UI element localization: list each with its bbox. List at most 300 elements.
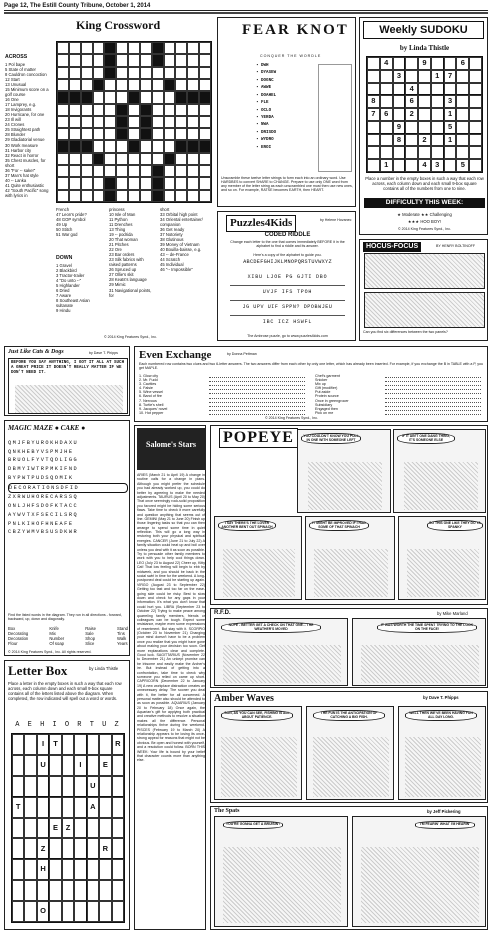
letter-box-cell[interactable] bbox=[112, 755, 124, 776]
letter-box-cell[interactable] bbox=[24, 734, 36, 755]
sudoku-cell[interactable] bbox=[469, 70, 482, 83]
letter-box-cell[interactable] bbox=[12, 901, 24, 922]
letter-box-cell[interactable] bbox=[112, 901, 124, 922]
crossword-cell[interactable] bbox=[152, 42, 164, 54]
sudoku-cell[interactable] bbox=[393, 146, 406, 159]
crossword-cell[interactable] bbox=[175, 67, 187, 79]
letter-box-cell[interactable] bbox=[12, 755, 24, 776]
crossword-cell[interactable] bbox=[116, 54, 128, 66]
crossword-cell[interactable] bbox=[116, 91, 128, 103]
crossword-cell[interactable] bbox=[164, 104, 176, 116]
letter-box-cell[interactable] bbox=[87, 755, 99, 776]
crossword-cell[interactable] bbox=[69, 177, 81, 189]
crossword-cell[interactable] bbox=[104, 116, 116, 128]
letter-box-cell[interactable] bbox=[24, 776, 36, 797]
letter-box-cell[interactable] bbox=[112, 797, 124, 818]
letter-box-cell[interactable] bbox=[62, 838, 74, 859]
crossword-cell[interactable] bbox=[116, 67, 128, 79]
crossword-cell[interactable] bbox=[57, 140, 69, 152]
letter-box-cell[interactable] bbox=[112, 859, 124, 880]
letter-box-cell[interactable] bbox=[49, 859, 61, 880]
crossword-cell[interactable] bbox=[199, 79, 211, 91]
crossword-cell[interactable] bbox=[57, 128, 69, 140]
crossword-cell[interactable] bbox=[93, 79, 105, 91]
crossword-cell[interactable] bbox=[140, 153, 152, 165]
crossword-cell[interactable] bbox=[152, 116, 164, 128]
crossword-cell[interactable] bbox=[69, 165, 81, 177]
sudoku-cell[interactable] bbox=[444, 159, 457, 172]
sudoku-cell[interactable] bbox=[405, 159, 418, 172]
letter-box-cell[interactable] bbox=[24, 838, 36, 859]
crossword-cell[interactable] bbox=[81, 54, 93, 66]
letter-box-cell[interactable] bbox=[62, 880, 74, 901]
letter-box-cell[interactable] bbox=[74, 734, 86, 755]
crossword-cell[interactable] bbox=[81, 79, 93, 91]
crossword-cell[interactable] bbox=[69, 54, 81, 66]
letter-box-cell[interactable] bbox=[112, 838, 124, 859]
letter-box-cell[interactable] bbox=[37, 818, 49, 839]
letter-box-cell[interactable] bbox=[49, 838, 61, 859]
letter-box-cell[interactable] bbox=[99, 776, 111, 797]
crossword-cell[interactable] bbox=[104, 67, 116, 79]
sudoku-cell[interactable] bbox=[380, 134, 393, 147]
crossword-cell[interactable] bbox=[187, 42, 199, 54]
letter-box-cell[interactable] bbox=[87, 901, 99, 922]
even-exchange-clue: Put aside bbox=[315, 390, 331, 395]
crossword-cell[interactable] bbox=[175, 42, 187, 54]
crossword-cell[interactable] bbox=[93, 153, 105, 165]
crossword-cell[interactable] bbox=[69, 67, 81, 79]
crossword-cell[interactable] bbox=[152, 54, 164, 66]
letter-box-cell[interactable] bbox=[24, 901, 36, 922]
crossword-cell[interactable] bbox=[164, 165, 176, 177]
crossword-cell[interactable] bbox=[93, 165, 105, 177]
crossword-cell[interactable] bbox=[116, 165, 128, 177]
letter-box-cell[interactable] bbox=[99, 734, 111, 755]
crossword-cell[interactable] bbox=[104, 42, 116, 54]
crossword-cell[interactable] bbox=[187, 190, 199, 202]
crossword-cell[interactable] bbox=[175, 91, 187, 103]
crossword-cell[interactable] bbox=[128, 165, 140, 177]
crossword-cell[interactable] bbox=[128, 67, 140, 79]
letter-box-cell[interactable] bbox=[74, 859, 86, 880]
sudoku-cell[interactable] bbox=[469, 134, 482, 147]
crossword-cell[interactable] bbox=[69, 91, 81, 103]
crossword-cell[interactable] bbox=[128, 140, 140, 152]
crossword-cell[interactable] bbox=[57, 91, 69, 103]
crossword-cell[interactable] bbox=[199, 104, 211, 116]
sudoku-cell[interactable] bbox=[431, 95, 444, 108]
crossword-cell[interactable] bbox=[140, 79, 152, 91]
crossword-cell[interactable] bbox=[187, 177, 199, 189]
crossword-cell[interactable] bbox=[69, 79, 81, 91]
letter-box-cell[interactable] bbox=[87, 838, 99, 859]
sudoku-cell[interactable] bbox=[469, 95, 482, 108]
letter-box-cell[interactable] bbox=[62, 755, 74, 776]
crossword-cell[interactable] bbox=[164, 140, 176, 152]
sudoku-cell[interactable] bbox=[367, 83, 380, 96]
crossword-cell[interactable] bbox=[128, 190, 140, 202]
even-exchange-clue: 7. Nervous bbox=[139, 398, 157, 403]
crossword-cell[interactable] bbox=[69, 42, 81, 54]
sudoku-cell[interactable] bbox=[405, 121, 418, 134]
sudoku-cell[interactable] bbox=[367, 146, 380, 159]
crossword-cell[interactable] bbox=[140, 165, 152, 177]
letter-box-cell[interactable] bbox=[24, 797, 36, 818]
crossword-cell[interactable] bbox=[81, 116, 93, 128]
letter-box-cell[interactable] bbox=[99, 818, 111, 839]
crossword-cell[interactable] bbox=[57, 67, 69, 79]
crossword-cell[interactable] bbox=[152, 79, 164, 91]
crossword-cell[interactable] bbox=[152, 91, 164, 103]
crossword-cell[interactable] bbox=[187, 91, 199, 103]
crossword-cell[interactable] bbox=[57, 153, 69, 165]
sudoku-cell[interactable] bbox=[444, 146, 457, 159]
crossword-cell[interactable] bbox=[93, 42, 105, 54]
crossword-cell[interactable] bbox=[175, 177, 187, 189]
letter-box-cell[interactable] bbox=[87, 859, 99, 880]
letter-box-cell[interactable] bbox=[37, 797, 49, 818]
letter-box-cell[interactable] bbox=[49, 776, 61, 797]
sudoku-cell[interactable] bbox=[380, 146, 393, 159]
letter-box-cell[interactable] bbox=[74, 818, 86, 839]
crossword-cell[interactable] bbox=[128, 128, 140, 140]
crossword-cell[interactable] bbox=[152, 153, 164, 165]
sudoku-cell[interactable] bbox=[456, 121, 469, 134]
crossword-cell[interactable] bbox=[93, 104, 105, 116]
crossword-cell[interactable] bbox=[104, 165, 116, 177]
crossword-cell[interactable] bbox=[81, 91, 93, 103]
crossword-cell[interactable] bbox=[140, 140, 152, 152]
crossword-cell[interactable] bbox=[187, 165, 199, 177]
letter-box-cell[interactable] bbox=[74, 880, 86, 901]
sudoku-cell[interactable] bbox=[456, 108, 469, 121]
sudoku-cell[interactable] bbox=[418, 121, 431, 134]
crossword-cell[interactable] bbox=[128, 54, 140, 66]
sudoku-cell[interactable] bbox=[456, 95, 469, 108]
sudoku-cell[interactable] bbox=[431, 83, 444, 96]
letter-box-cell[interactable] bbox=[62, 859, 74, 880]
crossword-cell[interactable] bbox=[57, 54, 69, 66]
crossword-cell[interactable] bbox=[152, 104, 164, 116]
sudoku-cell[interactable] bbox=[380, 121, 393, 134]
crossword-cell[interactable] bbox=[187, 67, 199, 79]
crossword-cell[interactable] bbox=[187, 79, 199, 91]
crossword-cell[interactable] bbox=[164, 67, 176, 79]
crossword-cell[interactable] bbox=[81, 153, 93, 165]
sudoku-cell[interactable] bbox=[431, 57, 444, 70]
letter-box-cell[interactable] bbox=[24, 880, 36, 901]
letter-box-cell[interactable] bbox=[24, 859, 36, 880]
crossword-cell[interactable] bbox=[199, 128, 211, 140]
crossword-cell[interactable] bbox=[128, 177, 140, 189]
crossword-cell[interactable] bbox=[175, 128, 187, 140]
crossword-cell[interactable] bbox=[199, 116, 211, 128]
letter-box-cell[interactable] bbox=[37, 776, 49, 797]
sudoku-cell[interactable] bbox=[393, 83, 406, 96]
crossword-cell[interactable] bbox=[93, 91, 105, 103]
sudoku-cell[interactable] bbox=[444, 83, 457, 96]
sudoku-cell[interactable] bbox=[380, 95, 393, 108]
crossword-cell[interactable] bbox=[128, 91, 140, 103]
crossword-cell[interactable] bbox=[116, 177, 128, 189]
crossword-cell[interactable] bbox=[164, 54, 176, 66]
sudoku-cell[interactable] bbox=[393, 57, 406, 70]
crossword-cell[interactable] bbox=[93, 177, 105, 189]
crossword-cell[interactable] bbox=[69, 104, 81, 116]
crossword-cell[interactable] bbox=[128, 79, 140, 91]
crossword-cell[interactable] bbox=[81, 190, 93, 202]
crossword-cell[interactable] bbox=[187, 153, 199, 165]
crossword-cell[interactable] bbox=[175, 153, 187, 165]
crossword-cell[interactable] bbox=[57, 104, 69, 116]
crossword-cell[interactable] bbox=[128, 42, 140, 54]
crossword-cell[interactable] bbox=[81, 104, 93, 116]
crossword-cell[interactable] bbox=[199, 140, 211, 152]
crossword-cell[interactable] bbox=[140, 104, 152, 116]
crossword-cell[interactable] bbox=[69, 116, 81, 128]
crossword-cell[interactable] bbox=[104, 177, 116, 189]
crossword-cell[interactable] bbox=[128, 153, 140, 165]
letter-box-cell[interactable] bbox=[112, 818, 124, 839]
crossword-cell[interactable] bbox=[57, 190, 69, 202]
crossword-cell[interactable] bbox=[140, 190, 152, 202]
sudoku-cell[interactable] bbox=[469, 108, 482, 121]
sudoku-cell[interactable] bbox=[431, 108, 444, 121]
sudoku-cell[interactable] bbox=[405, 134, 418, 147]
crossword-cell[interactable] bbox=[164, 128, 176, 140]
sudoku-cell[interactable] bbox=[367, 121, 380, 134]
letter-box-cell[interactable] bbox=[87, 880, 99, 901]
letter-box-cell[interactable] bbox=[99, 859, 111, 880]
crossword-cell[interactable] bbox=[199, 177, 211, 189]
crossword-cell[interactable] bbox=[164, 177, 176, 189]
crossword-cell[interactable] bbox=[187, 104, 199, 116]
sudoku-cell[interactable] bbox=[380, 70, 393, 83]
crossword-cell[interactable] bbox=[152, 140, 164, 152]
sudoku-cell[interactable] bbox=[405, 146, 418, 159]
crossword-cell[interactable] bbox=[187, 128, 199, 140]
letter-box-cell[interactable] bbox=[87, 734, 99, 755]
crossword-cell[interactable] bbox=[104, 153, 116, 165]
salome-title: Salome's Stars bbox=[146, 440, 196, 449]
popeye-panel-2 bbox=[393, 429, 486, 513]
crossword-cell[interactable] bbox=[116, 153, 128, 165]
letter-box-cell[interactable] bbox=[49, 755, 61, 776]
sudoku-cell[interactable] bbox=[456, 134, 469, 147]
sudoku-cell[interactable] bbox=[418, 108, 431, 121]
crossword-cell[interactable] bbox=[104, 190, 116, 202]
letter-box-cell[interactable] bbox=[62, 901, 74, 922]
letter-box-cell[interactable] bbox=[74, 901, 86, 922]
sudoku-cell[interactable] bbox=[367, 159, 380, 172]
crossword-cell[interactable] bbox=[140, 128, 152, 140]
crossword-cell[interactable] bbox=[81, 165, 93, 177]
crossword-cell[interactable] bbox=[175, 190, 187, 202]
crossword-cell[interactable] bbox=[104, 54, 116, 66]
crossword-cell[interactable] bbox=[104, 104, 116, 116]
sudoku-cell[interactable] bbox=[469, 159, 482, 172]
crossword-cell[interactable] bbox=[81, 177, 93, 189]
crossword-cell[interactable] bbox=[140, 116, 152, 128]
letter-box-cell[interactable] bbox=[24, 818, 36, 839]
crossword-cell[interactable] bbox=[104, 128, 116, 140]
sudoku-cell[interactable] bbox=[405, 57, 418, 70]
letter-box-cell[interactable] bbox=[62, 734, 74, 755]
crossword-cell[interactable] bbox=[81, 128, 93, 140]
crossword-cell[interactable] bbox=[187, 140, 199, 152]
crossword-cell[interactable] bbox=[164, 116, 176, 128]
letter-box-cell[interactable] bbox=[12, 838, 24, 859]
crossword-cell[interactable] bbox=[104, 79, 116, 91]
letter-box-cell[interactable] bbox=[49, 901, 61, 922]
sudoku-cell[interactable] bbox=[456, 146, 469, 159]
letter-box-cell[interactable] bbox=[12, 776, 24, 797]
crossword-cell[interactable] bbox=[128, 116, 140, 128]
crossword-cell[interactable] bbox=[81, 140, 93, 152]
crossword-cell[interactable] bbox=[140, 54, 152, 66]
sudoku-cell[interactable] bbox=[469, 83, 482, 96]
crossword-cell[interactable] bbox=[152, 165, 164, 177]
crossword-cell[interactable] bbox=[116, 128, 128, 140]
letter-box-cell[interactable] bbox=[24, 755, 36, 776]
crossword-cell[interactable] bbox=[57, 165, 69, 177]
sudoku-cell[interactable] bbox=[393, 159, 406, 172]
crossword-cell[interactable] bbox=[164, 91, 176, 103]
crossword-cell[interactable] bbox=[164, 42, 176, 54]
sudoku-cell[interactable] bbox=[456, 70, 469, 83]
crossword-cell[interactable] bbox=[187, 116, 199, 128]
crossword-cell[interactable] bbox=[69, 128, 81, 140]
sudoku-cell[interactable] bbox=[380, 83, 393, 96]
sudoku-cell[interactable] bbox=[367, 134, 380, 147]
crossword-cell[interactable] bbox=[93, 116, 105, 128]
letter-box-cell[interactable] bbox=[99, 797, 111, 818]
crossword-cell[interactable] bbox=[116, 140, 128, 152]
letter-box-cell[interactable] bbox=[12, 818, 24, 839]
letter-box-cell[interactable] bbox=[62, 797, 74, 818]
crossword-cell[interactable] bbox=[175, 140, 187, 152]
crossword-cell[interactable] bbox=[93, 140, 105, 152]
crossword-cell[interactable] bbox=[116, 116, 128, 128]
crossword-cell[interactable] bbox=[175, 165, 187, 177]
crossword-cell[interactable] bbox=[104, 140, 116, 152]
crossword-cell[interactable] bbox=[152, 190, 164, 202]
crossword-cell[interactable] bbox=[175, 54, 187, 66]
sudoku-cell[interactable] bbox=[405, 70, 418, 83]
letter-box-cell[interactable] bbox=[112, 880, 124, 901]
sudoku-cell[interactable] bbox=[469, 57, 482, 70]
crossword-cell[interactable] bbox=[57, 177, 69, 189]
sudoku-cell[interactable] bbox=[418, 95, 431, 108]
crossword-cell[interactable] bbox=[57, 79, 69, 91]
crossword-cell[interactable] bbox=[164, 153, 176, 165]
letter-box-cell[interactable] bbox=[74, 776, 86, 797]
letter-box-cell[interactable] bbox=[12, 734, 24, 755]
crossword-cell[interactable] bbox=[164, 190, 176, 202]
letter-box-cell[interactable] bbox=[87, 818, 99, 839]
sudoku-cell[interactable] bbox=[418, 83, 431, 96]
crossword-cell[interactable] bbox=[81, 67, 93, 79]
even-exchange-blanks[interactable] bbox=[209, 411, 305, 415]
crossword-cell[interactable] bbox=[93, 190, 105, 202]
crossword-cell[interactable] bbox=[104, 91, 116, 103]
letter-box-cell[interactable] bbox=[12, 880, 24, 901]
sudoku-cell[interactable] bbox=[431, 146, 444, 159]
crossword-cell[interactable] bbox=[69, 190, 81, 202]
crossword-cell[interactable] bbox=[128, 104, 140, 116]
crossword-cell[interactable] bbox=[140, 91, 152, 103]
crossword-cell[interactable] bbox=[164, 79, 176, 91]
sudoku-cell[interactable] bbox=[393, 108, 406, 121]
crossword-cell[interactable] bbox=[152, 177, 164, 189]
sudoku-cell[interactable] bbox=[431, 121, 444, 134]
crossword-cell[interactable] bbox=[116, 190, 128, 202]
even-exchange-blanks[interactable] bbox=[385, 411, 481, 415]
letter-box-cell[interactable] bbox=[49, 797, 61, 818]
sudoku-cell[interactable] bbox=[418, 70, 431, 83]
sudoku-cell[interactable] bbox=[367, 57, 380, 70]
sudoku-cell[interactable] bbox=[431, 134, 444, 147]
crossword-cell[interactable] bbox=[199, 67, 211, 79]
letter-box-cell[interactable] bbox=[112, 776, 124, 797]
crossword-cell[interactable] bbox=[57, 42, 69, 54]
crossword-cell[interactable] bbox=[81, 42, 93, 54]
crossword-cell[interactable] bbox=[140, 67, 152, 79]
crossword-cell[interactable] bbox=[116, 42, 128, 54]
sudoku-cell[interactable] bbox=[469, 121, 482, 134]
crossword-cell[interactable] bbox=[93, 67, 105, 79]
letter-box-cell[interactable] bbox=[74, 838, 86, 859]
crossword-cell[interactable] bbox=[93, 54, 105, 66]
letter-box-cell[interactable] bbox=[12, 859, 24, 880]
crossword-cell[interactable] bbox=[187, 54, 199, 66]
sudoku-cell[interactable] bbox=[418, 146, 431, 159]
crossword-cell[interactable] bbox=[69, 153, 81, 165]
crossword-cell[interactable] bbox=[152, 128, 164, 140]
crossword-cell[interactable] bbox=[140, 42, 152, 54]
crossword-cell[interactable] bbox=[93, 128, 105, 140]
crossword-cell[interactable] bbox=[175, 79, 187, 91]
crossword-cell[interactable] bbox=[199, 42, 211, 54]
letter-box-letters: A E H I O R T U Z bbox=[15, 721, 121, 729]
crossword-cell[interactable] bbox=[175, 104, 187, 116]
sudoku-cell[interactable] bbox=[444, 57, 457, 70]
letter-box-cell[interactable] bbox=[99, 901, 111, 922]
crossword-cell[interactable] bbox=[199, 54, 211, 66]
crossword-cell[interactable] bbox=[199, 165, 211, 177]
crossword-cell[interactable] bbox=[199, 153, 211, 165]
crossword-cell[interactable] bbox=[116, 104, 128, 116]
crossword-cell[interactable] bbox=[116, 79, 128, 91]
crossword-cell[interactable] bbox=[199, 91, 211, 103]
letter-box-cell[interactable] bbox=[37, 880, 49, 901]
crossword-cell[interactable] bbox=[175, 116, 187, 128]
crossword-cell[interactable] bbox=[199, 190, 211, 202]
crossword-cell[interactable] bbox=[152, 67, 164, 79]
letter-box-cell[interactable] bbox=[62, 776, 74, 797]
letter-box-cell[interactable] bbox=[49, 880, 61, 901]
crossword-cell[interactable] bbox=[69, 140, 81, 152]
crossword-cell[interactable] bbox=[140, 177, 152, 189]
sudoku-cell[interactable] bbox=[456, 83, 469, 96]
sudoku-cell[interactable] bbox=[469, 146, 482, 159]
letter-box-cell[interactable] bbox=[74, 797, 86, 818]
sudoku-cell[interactable] bbox=[393, 95, 406, 108]
letter-box-cell[interactable] bbox=[99, 880, 111, 901]
sudoku-cell[interactable] bbox=[367, 70, 380, 83]
crossword-cell[interactable] bbox=[57, 116, 69, 128]
